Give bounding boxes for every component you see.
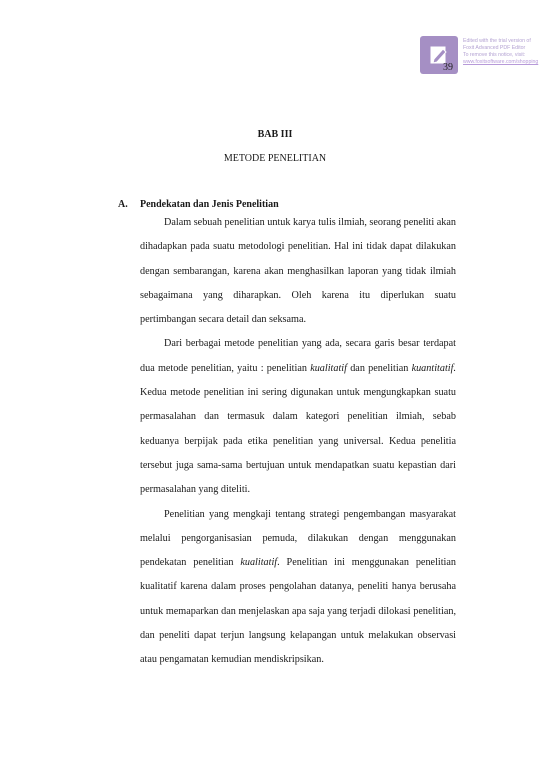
paragraph-2-text-a: Dari berbagai metode penelitian yang ada, secara garis besar terdapat dua metode penelitian, yaitu : penelitian	[140, 338, 456, 374]
watermark-line-3: To remove this notice, visit:	[463, 52, 526, 58]
paragraph-3-text-b: . Penelitian ini menggunakan penelitian kualitatif karena dalam proses pengolahan datanya, peneliti hanya berusaha untuk memaparkan dan menjelaskan apa saja yang terjadi dilokasi penelitian, dan peneliti dapat terjun langsung kelapangan untuk melakukan observasi atau pengamatan kemudian mendiskripsikan.	[140, 557, 457, 666]
paragraph-2-text-c: Kedua metode penelitian ini sering digunakan untuk mengungkapkan suatu permasalahan dan termasuk dalam kategori penelitian ilmiah, sebab keduanya berpijak pada etika penelitian yang universal. Kedua penelitia tersebut juga sama-sama bertujuan untuk mendapatkan suatu kepastian dari permasalahan yang diteliti.	[140, 387, 456, 496]
paragraph-3-text-a: Penelitian yang mengkaji tentang strategi pengembangan masyarakat melalui pengorganisasian pemuda, dilakukan dengan menggunakan pendekatan penelitian	[140, 508, 456, 569]
foxit-watermark	[420, 36, 550, 96]
watermark-line-1: Edited with the trial version of	[463, 38, 531, 44]
section-title: Pendekatan dan Jenis Penelitian	[140, 199, 279, 210]
chapter-title: BAB III	[257, 129, 293, 140]
term-kualitatif: kualitatif	[310, 362, 347, 374]
section-number: A.	[118, 199, 128, 210]
paragraph-1: Dalam sebuah penelitian untuk karya tulis ilmiah, seorang peneliti akan dihadapkan pada suatu metodologi penelitian. Hal ini tidak dapat dilakukan dengan sembarangan, karena akan menghasilkan laporan yang tidak ilmiah sebagaimana yang diharapkan. Oleh karena itu diperlukan suatu pertimbangan secara detail dan seksama.	[140, 217, 456, 326]
paragraph-2	[140, 332, 456, 502]
paragraph-3	[140, 503, 456, 673]
term-kualitatif-2: kualitatif	[240, 557, 278, 569]
body-text	[140, 211, 456, 673]
term-kuantitatif: kuantitatif.	[411, 362, 456, 374]
section-heading	[118, 199, 279, 210]
chapter-subtitle: METODE PENELITIAN	[223, 153, 327, 164]
watermark-line-2: Foxit Advanced PDF Editor	[463, 45, 526, 51]
page-number: 39	[443, 62, 453, 73]
watermark-text	[463, 38, 550, 66]
paragraph-2-text-b: dan penelitian	[346, 362, 412, 374]
watermark-link[interactable]: www.foxitsoftware.com/shopping	[463, 59, 539, 65]
